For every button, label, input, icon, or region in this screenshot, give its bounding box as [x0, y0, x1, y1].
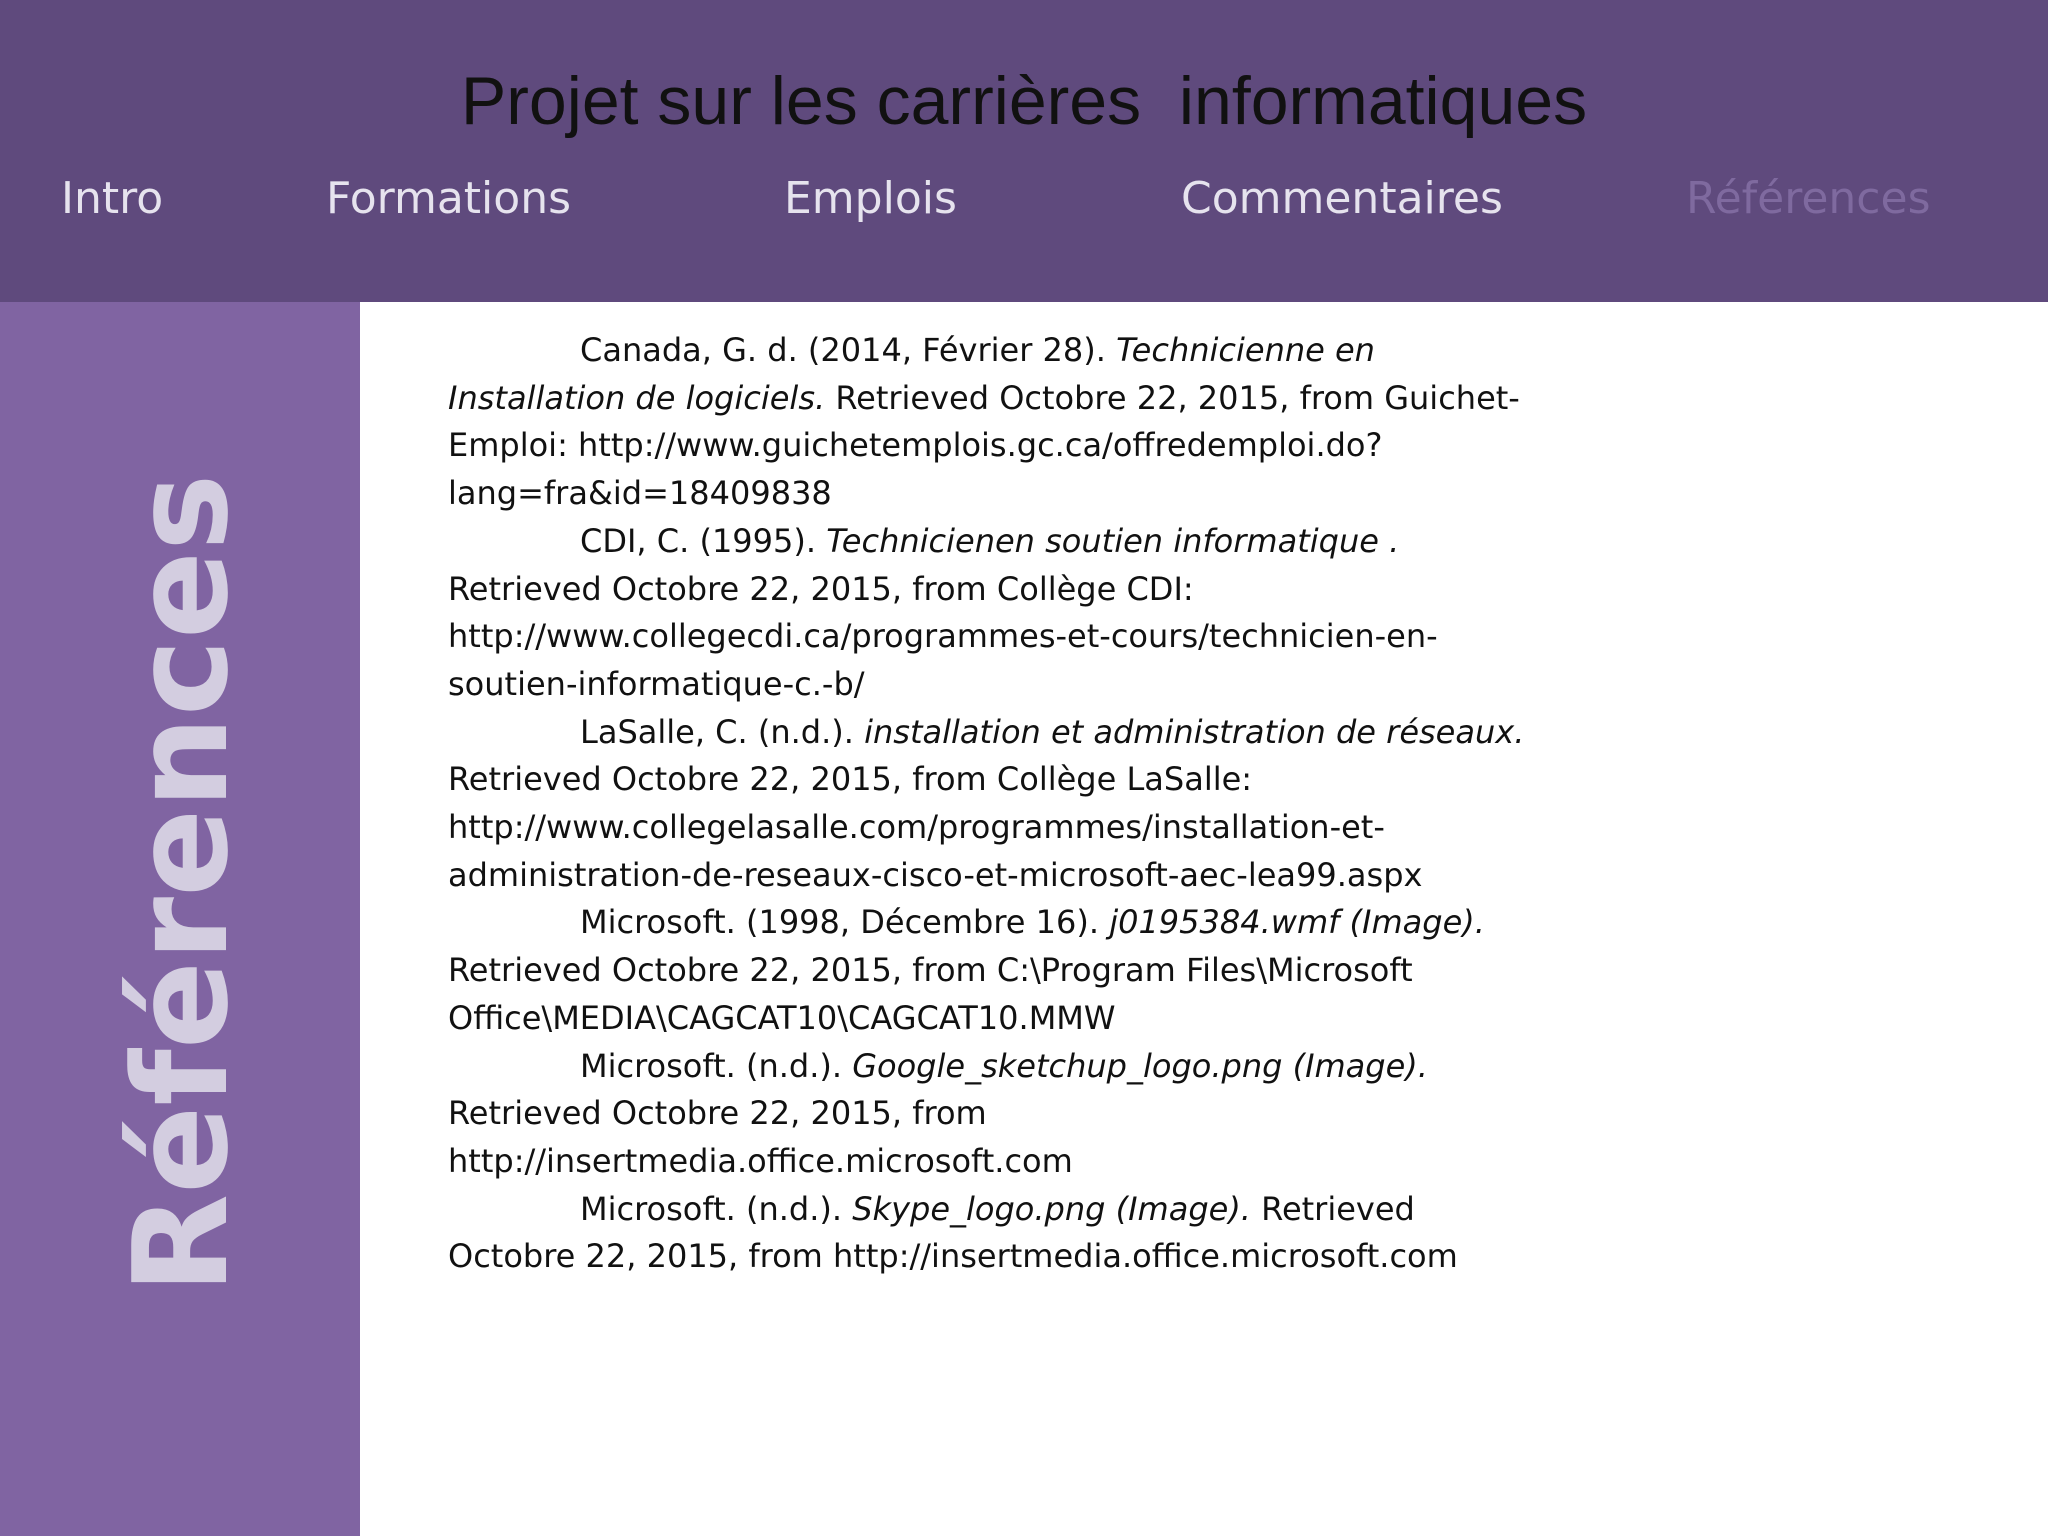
- reference-title: j0195384.wmf (Image).: [1109, 903, 1485, 942]
- reference-retrieved: Retrieved Octobre 22, 2015, from Collège CDI: http://www.collegecdi.ca/programmes-et-cours/technicien-en-soutien-informatique-c.-b/: [448, 569, 1438, 703]
- reference-item: [448, 1186, 1548, 1281]
- reference-retrieved: Retrieved Octobre 22, 2015, from Guichet-Emploi: http://www.guichetemplois.gc.ca/offredemploi.do?lang=fra&id=18409838: [448, 378, 1520, 513]
- nav-item-emplois[interactable]: Emplois: [784, 173, 957, 224]
- reference-author: CDI, C. (1995).: [580, 521, 827, 560]
- reference-retrieved: Retrieved Octobre 22, 2015, from C:\Program Files\Microsoft Office\MEDIA\CAGCAT10\CAGCAT10.MMW: [448, 951, 1413, 1037]
- reference-title: installation et administration de réseaux.: [864, 712, 1525, 751]
- reference-author: Microsoft. (1998, Décembre 16).: [580, 903, 1110, 942]
- reference-item: [448, 899, 1548, 1042]
- reference-list: [448, 327, 1548, 1281]
- nav-item-references[interactable]: Références: [1686, 173, 1931, 224]
- reference-item: [448, 518, 1548, 709]
- nav-item-intro[interactable]: Intro: [61, 173, 164, 224]
- nav-item-commentaires[interactable]: Commentaires: [1181, 173, 1503, 224]
- reference-author: Canada, G. d. (2014, Février 28).: [580, 331, 1117, 369]
- reference-title: Technicienen soutien informatique .: [826, 521, 1400, 560]
- reference-retrieved: Retrieved Octobre 22, 2015, from http://insertmedia.office.microsoft.com: [448, 1189, 1458, 1276]
- page-title: Projet sur les carrières informatiques: [460, 63, 1588, 139]
- reference-retrieved: Retrieved Octobre 22, 2015, from Collège LaSalle: http://www.collegelasalle.com/programmes/installation-et-administration-de-reseaux-cisco-et-microsoft-aec-lea99.aspx: [448, 760, 1423, 894]
- reference-author: Microsoft. (n.d.).: [580, 1189, 853, 1228]
- reference-author: Microsoft. (n.d.).: [580, 1046, 853, 1085]
- sidebar-title: Références: [105, 473, 257, 1294]
- reference-item: [448, 709, 1548, 900]
- reference-retrieved: Retrieved Octobre 22, 2015, from http://insertmedia.office.microsoft.com: [448, 1094, 1073, 1180]
- header-bar: [0, 0, 2048, 302]
- sidebar: [0, 302, 360, 1536]
- reference-author: LaSalle, C. (n.d.).: [580, 712, 865, 751]
- reference-title: Google_sketchup_logo.png (Image).: [852, 1046, 1428, 1085]
- reference-item: [448, 327, 1548, 518]
- reference-title: Technicienne en Installation de logiciels.: [448, 331, 1375, 417]
- reference-title: Skype_logo.png (Image).: [852, 1189, 1251, 1228]
- reference-item: [448, 1043, 1548, 1186]
- nav-item-formations[interactable]: Formations: [326, 173, 572, 224]
